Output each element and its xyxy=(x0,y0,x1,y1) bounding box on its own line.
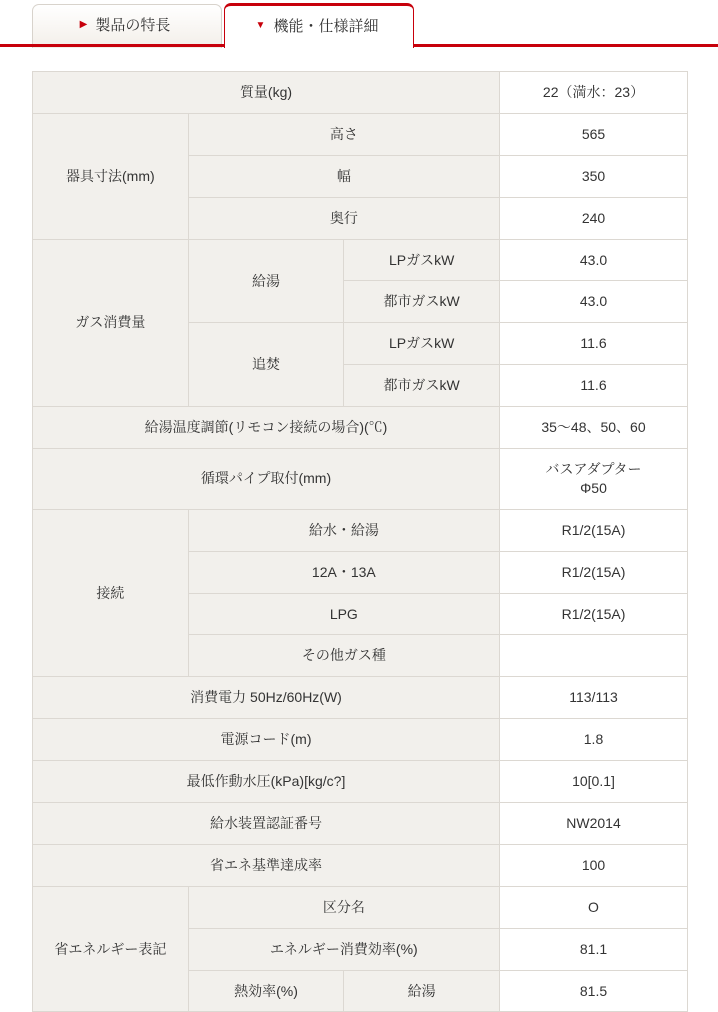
table-cell-label: 省エネルギー表記 xyxy=(33,886,189,1012)
table-cell-value: 350 xyxy=(500,155,688,197)
table-cell-label: 質量(kg) xyxy=(33,72,500,114)
table-cell-value: 22（満水：23） xyxy=(500,72,688,114)
table-cell-label: 接続 xyxy=(33,509,189,677)
table-cell-label: LPガスkW xyxy=(344,323,500,365)
specification-table-wrapper xyxy=(0,47,718,1012)
table-cell-label: 幅 xyxy=(188,155,499,197)
tab-function-spec-detail-label: 機能・仕様詳細 xyxy=(273,18,379,35)
table-cell-value: O xyxy=(500,886,688,928)
table-cell-value: 100 xyxy=(500,844,688,886)
table-row xyxy=(33,803,688,845)
table-row xyxy=(33,239,688,281)
table-cell-label: 給湯温度調節(リモコン接続の場合)(℃) xyxy=(33,407,500,449)
table-cell-value: R1/2(15A) xyxy=(500,593,688,635)
table-row xyxy=(33,761,688,803)
table-cell-label: 循環パイプ取付(mm) xyxy=(33,449,500,510)
table-row xyxy=(33,449,688,510)
specification-table xyxy=(32,71,688,1012)
table-cell-label: 電源コード(m) xyxy=(33,719,500,761)
table-cell-label: 給水・給湯 xyxy=(188,509,499,551)
table-cell-label: 都市ガスkW xyxy=(344,365,500,407)
table-cell-label: 給水装置認証番号 xyxy=(33,803,500,845)
table-cell-value: 11.6 xyxy=(500,323,688,365)
table-cell-value: 81.5 xyxy=(500,970,688,1012)
triangle-right-icon: ▶ xyxy=(79,19,88,31)
table-cell-value: 81.1 xyxy=(500,928,688,970)
table-row xyxy=(33,719,688,761)
table-row xyxy=(33,407,688,449)
tab-function-spec-detail[interactable] xyxy=(224,3,414,48)
table-cell-label: ガス消費量 xyxy=(33,239,189,407)
tab-product-features-label: 製品の特長 xyxy=(95,17,171,34)
table-cell-label: その他ガス種 xyxy=(188,635,499,677)
table-cell-value: 10[0.1] xyxy=(500,761,688,803)
table-cell-label: 12A・13A xyxy=(188,551,499,593)
table-cell-label: エネルギー消費効率(%) xyxy=(188,928,499,970)
table-cell-label: 給湯 xyxy=(344,970,500,1012)
table-cell-label: 給湯 xyxy=(188,239,344,323)
tab-product-features[interactable] xyxy=(32,4,222,48)
table-row xyxy=(33,72,688,114)
table-cell-value xyxy=(500,635,688,677)
table-cell-value: R1/2(15A) xyxy=(500,551,688,593)
table-cell-label: LPG xyxy=(188,593,499,635)
table-row xyxy=(33,844,688,886)
table-cell-value: バスアダプター Φ50 xyxy=(500,449,688,510)
table-cell-value: NW2014 xyxy=(500,803,688,845)
triangle-down-icon: ▼ xyxy=(255,20,266,32)
table-cell-value: 240 xyxy=(500,197,688,239)
table-cell-label: 奥行 xyxy=(188,197,499,239)
table-cell-label: 都市ガスkW xyxy=(344,281,500,323)
table-cell-value: 565 xyxy=(500,113,688,155)
table-cell-value: 43.0 xyxy=(500,281,688,323)
table-cell-label: 最低作動水圧(kPa)[kg/c?] xyxy=(33,761,500,803)
table-cell-label: 器具寸法(mm) xyxy=(33,113,189,239)
table-row xyxy=(33,509,688,551)
table-row xyxy=(33,886,688,928)
table-cell-label: 省エネ基準達成率 xyxy=(33,844,500,886)
table-cell-value: R1/2(15A) xyxy=(500,509,688,551)
table-cell-value: 113/113 xyxy=(500,677,688,719)
table-cell-label: 区分名 xyxy=(188,886,499,928)
table-cell-value: 1.8 xyxy=(500,719,688,761)
table-row xyxy=(33,113,688,155)
table-cell-label: 追焚 xyxy=(188,323,344,407)
table-cell-label: 消費電力 50Hz/60Hz(W) xyxy=(33,677,500,719)
table-row xyxy=(33,677,688,719)
table-cell-label: 高さ xyxy=(188,113,499,155)
table-cell-label: 熱効率(%) xyxy=(188,970,344,1012)
tab-bar xyxy=(0,0,718,47)
table-cell-value: 43.0 xyxy=(500,239,688,281)
table-cell-value: 11.6 xyxy=(500,365,688,407)
table-cell-label: LPガスkW xyxy=(344,239,500,281)
table-cell-value: 35〜48、50、60 xyxy=(500,407,688,449)
